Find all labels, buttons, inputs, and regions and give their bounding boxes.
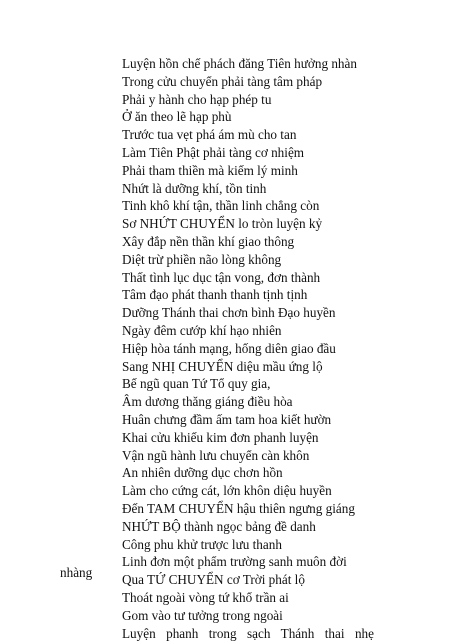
poem-line-9: Tinh khô khí tận, thần linh chẳng còn — [122, 197, 374, 215]
poem-line-13: Thất tình lục dục tận vong, đơn thành — [122, 269, 374, 287]
poem-line-18: Sang NHỊ CHUYỂN diệu mầu ứng lộ — [122, 358, 374, 376]
poem-line-28: Công phu khử trược lưu thanh — [122, 536, 374, 554]
poem-line-30: Qua TỨ CHUYỂN cơ Trời phát lộ — [122, 571, 374, 589]
poem-line-25: Làm cho cứng cát, lớn khôn diệu huyền — [122, 482, 374, 500]
poem-line-11: Xây đắp nền thần khí giao thông — [122, 233, 374, 251]
poem-line-5: Trước tua vẹt phá ám mù cho tan — [122, 126, 374, 144]
poem-line-24: An nhiên dưỡng dục chơn hồn — [122, 464, 374, 482]
poem-line-10: Sơ NHỨT CHUYỂN lo tròn luyện kỷ — [122, 215, 374, 233]
poem-line-33: Luyện phanh trong sạch Thánh thai nhẹ — [122, 625, 374, 642]
poem-line-33-wrap: nhàng — [60, 564, 92, 582]
poem-line-19: Bế ngũ quan Tứ Tổ quy gia, — [122, 375, 374, 393]
poem-line-12: Diệt trừ phiền não lòng không — [122, 251, 374, 269]
poem-line-8: Nhứt là dưỡng khí, tồn tinh — [122, 180, 374, 198]
poem-line-2: Trong cửu chuyển phải tàng tâm pháp — [122, 73, 374, 91]
poem-line-16: Ngày đêm cướp khí hạo nhiên — [122, 322, 374, 340]
poem-line-29: Linh đơn một phẩm trường sanh muôn đời — [122, 553, 374, 571]
poem-line-22: Khai cửu khiếu kim đơn phanh luyện — [122, 429, 374, 447]
poem-line-20: Âm dương thăng giáng điều hòa — [122, 393, 374, 411]
poem-line-14: Tâm đạo phát thanh thanh tịnh tịnh — [122, 286, 374, 304]
poem-line-3: Phải y hành cho hạp phép tu — [122, 91, 374, 109]
poem-body — [122, 55, 374, 642]
poem-line-6: Làm Tiên Phật phải tàng cơ nhiệm — [122, 144, 374, 162]
poem-line-7: Phải tham thiền mà kiếm lý minh — [122, 162, 374, 180]
poem-line-15: Dưỡng Thánh thai chơn bình Đạo huyền — [122, 304, 374, 322]
poem-line-26: Đến TAM CHUYỂN hậu thiên ngưng giáng — [122, 500, 374, 518]
poem-line-17: Hiệp hòa tánh mạng, hống diên giao đầu — [122, 340, 374, 358]
poem-line-27: NHỨT BỘ thành ngọc bảng đề danh — [122, 518, 374, 536]
poem-line-31: Thoát ngoài vòng tứ khổ trần ai — [122, 589, 374, 607]
poem-line-32: Gom vào tư tưởng trong ngoài — [122, 607, 374, 625]
poem-line-21: Huân chưng đầm ấm tam hoa kiết hườn — [122, 411, 374, 429]
poem-line-23: Vận ngũ hành lưu chuyển càn khôn — [122, 447, 374, 465]
poem-line-1: Luyện hồn chế phách đăng Tiên hưởng nhàn — [122, 55, 374, 73]
poem-line-4: Ở ăn theo lẽ hạp phù — [122, 108, 374, 126]
